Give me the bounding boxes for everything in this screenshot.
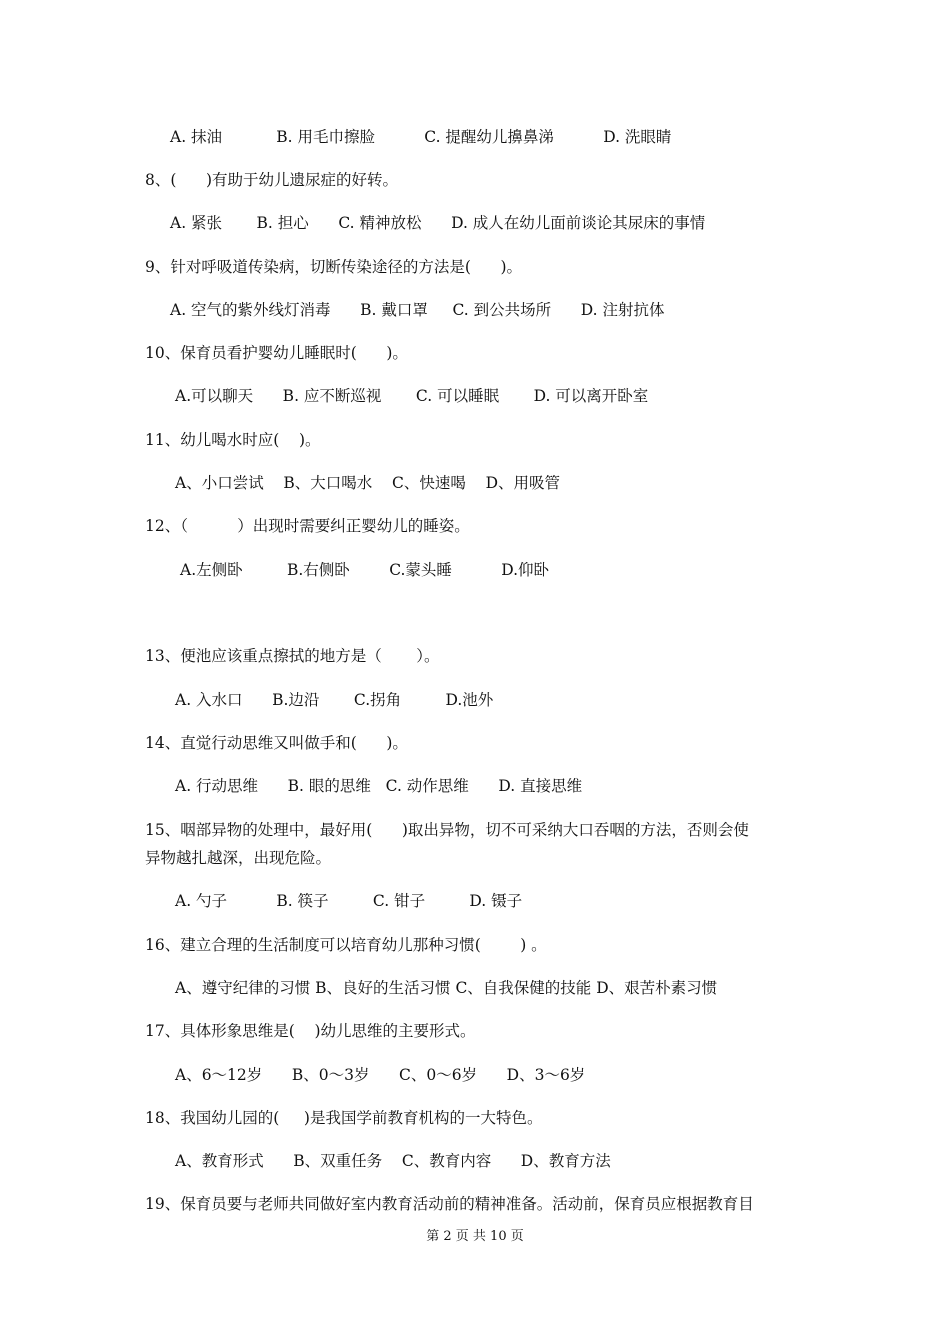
q12-options: A.左侧卧 B.右侧卧 C.蒙头睡 D.仰卧 [180, 561, 550, 579]
q17-options: A、6～12岁 B、0～3岁 C、0～6岁 D、3～6岁 [175, 1066, 586, 1084]
q12-question: 12、（ ）出现时需要纠正婴幼儿的睡姿。 [145, 517, 470, 535]
q18-question: 18、我国幼儿园的( )是我国学前教育机构的一大特色。 [145, 1109, 543, 1127]
q19-question-line1: 19、保育员要与老师共同做好室内教育活动前的精神准备。活动前，保育员应根据教育目 [145, 1195, 754, 1213]
q8-question: 8、( )有助于幼儿遗尿症的好转。 [145, 171, 399, 189]
q16-question: 16、建立合理的生活制度可以培育幼儿那种习惯( ) 。 [145, 936, 547, 954]
q15-question-line2: 异物越扎越深，出现危险。 [145, 849, 332, 867]
q11-question: 11、幼儿喝水时应( )。 [145, 431, 321, 449]
q14-options: A. 行动思维 B. 眼的思维 C. 动作思维 D. 直接思维 [175, 777, 583, 795]
q17-question: 17、具体形象思维是( )幼儿思维的主要形式。 [145, 1022, 476, 1040]
q8-options: A. 紧张 B. 担心 C. 精神放松 D. 成人在幼儿面前谈论其尿床的事情 [170, 214, 706, 232]
page-footer: 第 2 页 共 10 页 [426, 1229, 524, 1244]
q15-options: A. 勺子 B. 筷子 C. 钳子 D. 镊子 [175, 892, 523, 910]
q7-options: A. 抹油 B. 用毛巾擦脸 C. 提醒幼儿擤鼻涕 D. 洗眼睛 [170, 128, 672, 146]
q9-options: A. 空气的紫外线灯消毒 B. 戴口罩 C. 到公共场所 D. 注射抗体 [170, 301, 665, 319]
q13-question: 13、便池应该重点擦拭的地方是（ ）。 [145, 647, 440, 665]
q10-options: A.可以聊天 B. 应不断巡视 C. 可以睡眠 D. 可以离开卧室 [175, 387, 649, 405]
q18-options: A、教育形式 B、双重任务 C、教育内容 D、教育方法 [175, 1152, 611, 1170]
q15-question-line1: 15、咽部异物的处理中，最好用( )取出异物，切不可采纳大口吞咽的方法，否则会使 [145, 821, 749, 839]
q13-options: A. 入水口 B.边沿 C.拐角 D.池外 [175, 691, 494, 709]
q10-question: 10、保育员看护婴幼儿睡眠时( )。 [145, 344, 408, 362]
q9-question: 9、针对呼吸道传染病，切断传染途径的方法是( )。 [145, 258, 523, 276]
q11-options: A、小口尝试 B、大口喝水 C、快速喝 D、用吸管 [175, 474, 560, 492]
q14-question: 14、直觉行动思维又叫做手和( )。 [145, 734, 408, 752]
q16-options: A、遵守纪律的习惯 B、良好的生活习惯 C、自我保健的技能 D、艰苦朴素习惯 [175, 979, 718, 997]
